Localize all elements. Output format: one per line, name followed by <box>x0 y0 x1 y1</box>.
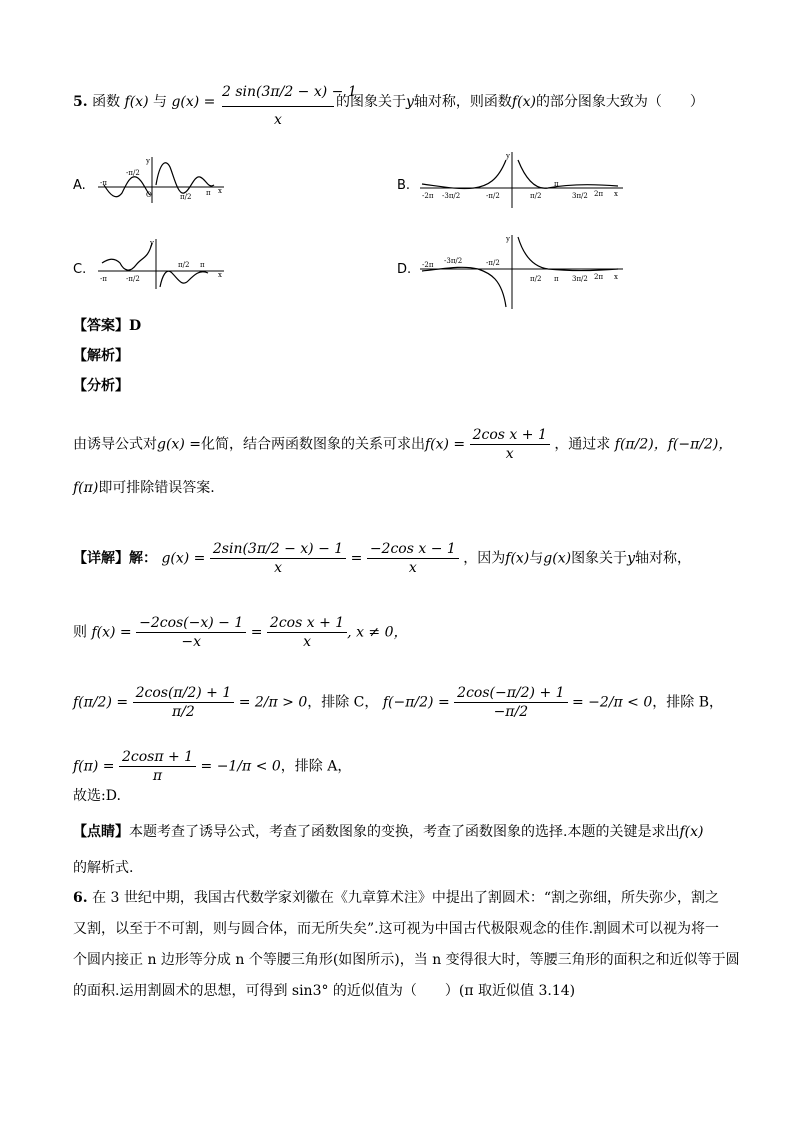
detail-label: 【详解】解： <box>73 550 157 567</box>
svg-text:-3π/2: -3π/2 <box>444 257 463 265</box>
fenxi-4: f(π) <box>73 480 99 496</box>
detail-line-1: 【详解】解： g(x) = $\frac{2\sin(3\pi/2 - x) - 1}{x}$ = $\frac{\text{−2cos x − 1}}{x}$ ，因为f(x)与g(x)图象关于y轴对称， <box>73 541 691 576</box>
fenxi-line-2 <box>73 478 215 498</box>
q5-g-numerator: 2 sin(3π/2 − x) − 1 <box>222 78 334 107</box>
option-b-label[interactable]: B. <box>397 178 411 193</box>
svg-text:y: y <box>146 157 150 165</box>
q6-line-4: 的面积.运用割圆术的思想，可得到 sin3° 的近似值为（ ）(π 取近似值 3.14) <box>73 983 576 999</box>
q6-line-1: 6. 在 3 世纪中期，我国古代数学家刘徽在《九章算术注》中提出了割圆术：“割之弥细，所失弥少，割之 <box>73 890 720 906</box>
comment-line-2: 的解析式. <box>73 860 134 876</box>
detail-1: ，因为 <box>463 550 506 567</box>
svg-text:-π/2: -π/2 <box>126 169 140 177</box>
q5-text-a: 函数 <box>92 94 121 110</box>
answer-label: 【答案】 <box>73 318 129 334</box>
svg-text:x: x <box>218 187 222 195</box>
svg-text:2π: 2π <box>594 190 604 198</box>
option-a-graph[interactable] <box>96 155 226 205</box>
option-d-label[interactable]: D. <box>397 262 412 277</box>
svg-text:-π/2: -π/2 <box>486 259 500 267</box>
q5-gx: g(x) = <box>171 94 216 110</box>
exclude-c: ，排除 C， <box>307 694 379 711</box>
svg-text:-π/2: -π/2 <box>486 192 500 200</box>
svg-text:x: x <box>218 271 222 279</box>
svg-text:y: y <box>506 235 510 243</box>
svg-text:π/2: π/2 <box>530 192 542 200</box>
detail-2: 图象关于 <box>571 550 628 567</box>
svg-text:y: y <box>506 152 510 160</box>
fenxi-line-1: 由诱导公式对g(x) =化简，结合两函数图象的关系可求出f(x) = $\frac{\text{2cos x + 1}}{x}$ ，通过求 f(π/2)，f(−π/2)， <box>73 427 733 462</box>
choose-line: 故选:D. <box>73 788 121 804</box>
exclude-b: ，排除 B， <box>652 694 724 711</box>
q5-y: y <box>406 94 414 110</box>
svg-text:-π: -π <box>100 179 107 187</box>
fenxi-frac: $\frac{\text{2cos x + 1}}{x}$ <box>470 426 550 463</box>
svg-text:-π: -π <box>100 275 107 283</box>
answer-line <box>73 316 141 336</box>
svg-text:x: x <box>614 273 618 281</box>
svg-text:O: O <box>146 191 152 199</box>
fenxi-2: 化简，结合两函数图象的关系可求出 <box>200 436 425 453</box>
fenxi-gx: g(x) = <box>157 436 201 453</box>
q5-g-denominator: x <box>274 112 282 128</box>
q5-fx-2: f(x) <box>511 94 536 110</box>
q6-line-3: 个圆内接正 n 边形等分成 n 个等腰三角形(如图所示)，当 n 变得很大时，等腰三角形的面积之和近似等于圆 <box>73 952 740 968</box>
fenxi-1: 由诱导公式对 <box>73 436 157 453</box>
svg-text:y: y <box>150 239 154 247</box>
fenxi-5: 即可排除错误答案. <box>98 480 215 496</box>
comment-1: 本题考查了诱导公式，考查了函数图象的变换，考查了函数图象的选择.本题的关键是求出 <box>129 824 680 840</box>
fenxi-label: 【分析】 <box>73 378 129 394</box>
answer-value: D <box>129 318 142 334</box>
comment-label: 【点睛】 <box>73 824 129 840</box>
option-d-graph[interactable] <box>418 233 628 313</box>
svg-text:2π: 2π <box>594 273 604 281</box>
q5-g-fraction <box>222 78 357 133</box>
q6-line-2: 又割，以至于不可割，则与圆合体，而无所失矣”.这可视为中国古代极限观念的佳作.割圆术可以视为将一 <box>73 921 720 937</box>
q5-text-c: 轴对称，则函数 <box>413 94 512 110</box>
option-c-label[interactable]: C. <box>73 262 87 277</box>
analysis-label: 【解析】 <box>73 348 129 364</box>
option-a-label[interactable]: A. <box>73 178 86 193</box>
svg-text:-3π/2: -3π/2 <box>442 192 461 200</box>
detail-3: 轴对称， <box>634 550 691 567</box>
cond: , x ≠ 0， <box>347 624 408 641</box>
fenxi-3: ，通过求 <box>554 436 611 453</box>
detail-line-3: f(π/2) = $\frac{2\cos(\pi/2) + 1}{\pi/2}$ = 2/π > 0，排除 C， f(−π/2) = $\frac{2\cos(-\pi/2) + 1}{-\pi/2}$ = −2/π < 0，排除 B， <box>73 685 724 720</box>
q5-text-d: 的部分图象大致为（ ） <box>535 94 704 110</box>
svg-text:π/2: π/2 <box>178 261 190 269</box>
option-c-graph[interactable] <box>96 237 226 292</box>
svg-text:π: π <box>554 275 559 283</box>
svg-text:π: π <box>200 261 205 269</box>
svg-text:π: π <box>554 180 559 188</box>
svg-text:x: x <box>614 190 618 198</box>
option-b-graph[interactable] <box>418 150 628 210</box>
exclude-a: ，排除 A， <box>280 758 352 775</box>
q5-stem-tail <box>336 92 704 112</box>
svg-text:π/2: π/2 <box>530 275 542 283</box>
svg-text:-2π: -2π <box>422 261 434 269</box>
comment-line-1: 【点睛】本题考查了诱导公式，考查了函数图象的变换，考查了函数图象的选择.本题的关键是求出f(x) <box>73 824 704 840</box>
then-word: 则 <box>73 624 87 641</box>
detail-line-4: f(π) = $\frac{2\cos\pi + 1}{\pi}$ = −1/π < 0，排除 A， <box>73 749 352 784</box>
svg-text:π/2: π/2 <box>180 193 192 201</box>
svg-text:π: π <box>206 189 211 197</box>
q5-text-b: 的图象关于 <box>336 94 406 110</box>
detail-line-2: 则 f(x) = $\frac{-2\cos(-x) - 1}{-x}$ = $\frac{\text{2cos x + 1}}{x}$ , x ≠ 0， <box>73 615 408 650</box>
q6-number: 6. <box>73 890 88 906</box>
svg-text:3π/2: 3π/2 <box>572 275 588 283</box>
q5-fx: f(x) <box>124 94 149 110</box>
q5-number: 5. <box>73 94 88 110</box>
svg-text:3π/2: 3π/2 <box>572 192 588 200</box>
q5-stem-line <box>73 92 215 112</box>
svg-text:-2π: -2π <box>422 192 434 200</box>
svg-text:-π/2: -π/2 <box>126 275 140 283</box>
q5-yu: 与 <box>153 94 167 110</box>
